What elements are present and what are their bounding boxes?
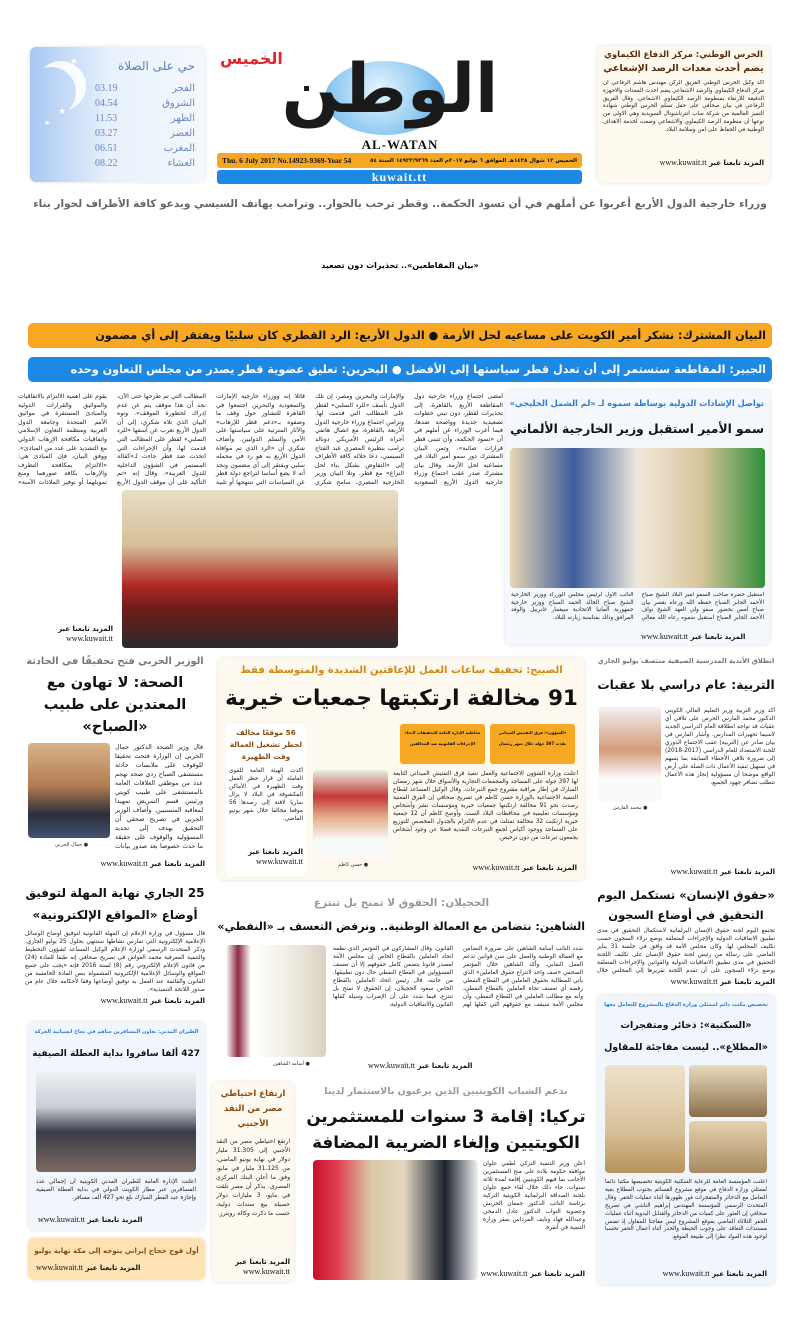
moon-icon — [36, 61, 86, 111]
date-bar — [217, 153, 582, 168]
read-more-link[interactable]: www.kuwait.tt — [659, 158, 707, 167]
story-body: شدد النائب أسامة الشاهين على ضرورة التضامن مع العمالة الوطنية والعمل على سن قوانين تدعم العمل النقابي. وأكد الشاهين خلال المؤتمر الصحفي «صف واحد لانتزاع حقوق العاملين» الذي يأتي للمطالبة بحقوق العاملين في القطاع النفطي رفضه أي تعسف تجاه العاملين بالقطاع النفطي، وأنه مع مطالب العاملين في القطاع النفطي، وأن مجلس الأمة سيقف مع حقوقهم التي كفلها لهم القانون. وقال المشاركون في المؤتمر الذي نظمه اتحاد العاملين بالقطاع الخاص إن مجلس الأمة لعصدر قانونا يتضمن كامل حقوقهم إلا أن تعسف المسؤولين في القطاع النفطي حال دون تطبيقها. من جانبه، قال رئيس اتحاد العاملين بالقطاع الخاص سعود الحجيلان، إن الحقوق لا تمنح بل تنتزع، فيما شدد على أن الإضراب وسيلة كفلها القانون والاتفاقيات الدولية. — [333, 946, 583, 1008]
story-kicker: ندعم الشباب الكويتيين الذين يرغبون بالاستثمار لدينا — [324, 1086, 568, 1097]
story-aviation[interactable] — [28, 1022, 205, 1230]
date-ar: الخميس ١٢ شوال ١٤٣٨هـ الموافق ٦ يوليو ٢٠١٧م العدد ١٤٩٢٣/٩٣٦٩ السنة ٥٤ — [370, 157, 577, 164]
read-more[interactable]: المزيد تابعنا عبر www.kuwait.tt — [100, 859, 205, 868]
read-more[interactable]: المزيد تابعنا عبر www.kuwait.tt — [659, 158, 764, 167]
prayer-name: الشروق — [162, 98, 195, 109]
teaser-body: اكد وكيل الحرس الوطني الفريق الركن مهندس هاشم الرفاعي ان مركز الدفاع الكيماوي والرصد الاشعاعي يضم احدث المعدات والاجهزة الدقيقة للارتقاء بمنظومة الرصد الكيماوي الاشعاعي. وقال الفريق الرفاعي في بيان صحافي على حفل تسلم الحرس الوطني شهادة التميز العالمية من شركة ساب انترناشونال السويدية وهي الاولى من نوعها ان منظومة الرصد الكيماوي والاشعاعي وضعت لخدمة الاهداف الوطنية في الحفاظ على امن وسلامة البلاد. — [603, 80, 764, 133]
read-more-link[interactable]: www.kuwait.tt — [100, 996, 148, 1005]
teaser-subtitle: يضم أحدث معدات الرصد الإشعاعي — [603, 63, 764, 74]
story-kicker: انطلاق الأندية المدرسية الصيفية منتصف يوليو الجاري — [597, 657, 775, 665]
highlight-box-inspections: «الشؤون»: فرق التفتيش الميداني نفذت 397 جولة خلال شهر رمضان — [490, 724, 575, 764]
read-more-link[interactable]: www.kuwait.tt — [255, 857, 303, 866]
read-more-link[interactable]: www.kuwait.tt — [472, 863, 520, 872]
read-more[interactable]: المزيد تابعنا عبر www.kuwait.tt — [248, 848, 303, 866]
prayer-name: المغرب — [163, 143, 195, 154]
read-more-link[interactable]: www.kuwait.tt — [670, 867, 718, 876]
read-more[interactable]: المزيد تابعنا عبر www.kuwait.tt — [100, 996, 205, 1005]
photo-emir-meeting — [510, 448, 765, 588]
story-headline: التربية: عام دراسي بلا عقبات — [597, 678, 775, 692]
main-more[interactable] — [18, 624, 113, 644]
story-body: أعلنت وزارة الشؤون الاجتماعية والعمل تنفيذ فرق التفتيش الميداني التابعة لها 397 جولة على المساجد والمجمعات التجارية والأسواق خلال شهر رمضان المبارك في إطار مراقبة مشروع جمع التبرعات. وقال الوكيل المساعد لقطاع التنمية الاجتماعية بالوزارة حسن كاظم في تصريح صحافي إن الفرق المعنية رصدت نحو 91 مخالفة ارتكبتها جمعيات خيرية ومؤسسات نشر وأشخاص ومؤسسات تعليمية في محافظات البلاد الست. وأوضح كاظم أن 12 جمعية خيرية ارتكبت 32 مخالفة تمثلت في عدم الالتزام بالجدول المخصص للتوزيع على المساجد ووجود أكياس لجمع التبرعات النقدية فضلا عن وجود أشخاص يجمعون تبرعات من دون ترخيص. — [393, 771, 578, 841]
story-body: قال مسؤول في وزارة الإعلام إن المهلة القانونية لتوفيق أوضاع الوسائل الإعلامية الإلكترونية التي تمارس نشاطها ستنتهي بحلول 25 يوليو الجاري. وذكر المتحدث الرسمي لوزارة الإعلام الوكيل المساعد لشؤون التخطيط والتنمية المعرفية محمد العواش في تصريح صحافي إنه طبقا للمادة (24) من قانون الإعلام الإلكتروني رقم (8) لسنة 2016 فإنه «يجب على جميع المواقع والوسائل الإعلامية الإلكترونية المشمولة بنص المادة الخامسة من القانون والقائمة عند العمل به توفيق أوضاعها وفقا لأحكامه خلال عام من صدور اللائحة التنفيذية». — [25, 931, 205, 993]
prayer-name: العشاء — [167, 158, 195, 169]
prayer-times-box — [30, 47, 205, 182]
story-shaheen[interactable] — [218, 895, 585, 1085]
photo-excavation — [689, 1121, 767, 1173]
main-headline: «بيان المقاطعين».. تحذيرات دون تصعيد — [321, 261, 479, 270]
prayer-name: العصر — [170, 128, 195, 139]
story-egypt-reserves[interactable] — [212, 1082, 294, 1282]
sidebar-title: 56 موقعًا مخالف لحظر تشغيل العمالة وقت الظهيرة — [229, 728, 303, 761]
site-link-bar[interactable]: kuwait.tt — [217, 170, 582, 184]
prayer-time: 03.19 — [95, 83, 118, 94]
story-kicker: الطيران المدني: تعاون المسافرين ساهم في نجاح انسيابية الحركة — [34, 1029, 199, 1035]
story-headline: 427 ألفا سافروا بداية العطلة الصيفية — [32, 1049, 200, 1059]
prayer-name: الفجر — [172, 83, 195, 94]
read-more[interactable]: المزيد تابعنا عبر www.kuwait.tt — [235, 1258, 290, 1276]
read-more[interactable]: المزيد تابعنا عبر www.kuwait.tt — [670, 977, 775, 986]
main-body-left-col — [18, 490, 113, 620]
sidebar-noon-work-ban — [226, 724, 306, 876]
read-more[interactable]: المزيد تابعنا عبر www.kuwait.tt — [480, 1269, 585, 1278]
prayer-time: 06.51 — [95, 143, 118, 154]
photo-health-minister — [28, 743, 110, 838]
star-icon: ★ — [70, 57, 79, 67]
story-kicker: تخصيص مكتب دائم لممثلي وزارة الدفاع بالمشروع للتعامل معها — [604, 1002, 768, 1008]
main-kicker: وزراء خارجية الدول الأربع أعربوا عن أملهم في أن تسود الحكمة.. وقطر ترحب بالحوار.. وترامب يهاتف السيسي ويدعو كافة الأطراف لحوار بناء — [33, 198, 767, 210]
story-headline: ارتفاع احتياطي مصر من النقد الأجنبي — [220, 1089, 286, 1129]
story-body: قال وزير الصحة الدكتور جمال الحربي إن الوزارة فتحت تحقيقا للوقوف على ملابسات حادثة مستشفى الصباح ردى صحة تهجم عدد من موظفي العلاقات العامة بالمستشفى على طبيب كويتي ورئيس قسم التمريض تمهيدا لمعاقبة المتسببين. وأضاف الوزير الحربي في تصريح صحفي أن التحقيق يهدف إلى تحديد المسؤولية والوقوف على حقيقة ما حدث خصوصا بعد صدور بيانات — [115, 744, 203, 850]
read-more[interactable]: المزيد تابعنا عبر www.kuwait.tt — [641, 632, 746, 641]
story-body: ارتفع احتياطي مصر من النقد الأجنبي إلى 31.305 مليار دولار في نهاية يونيو الماضي، من 31.125 مليار في مايو، وفق ما أعلن البنك المركزي المصري. يذكر أن مصر تلقت في مايو، 3 مليارات دولار حصيلة بيع سندات دولية، حسب ما ذكرت وكالة رويترز. — [216, 1138, 290, 1217]
story-headline: 25 الجاري نهاية المهلة لتوفيق أوضاع «المواقع الإلكترونية» — [25, 886, 205, 922]
teaser-national-guard[interactable] — [597, 46, 770, 183]
story-headline: 91 مخالفة ارتكبتها جمعيات خيرية — [225, 686, 578, 711]
story-headline: أول فوج حجاج إيراني يتوجه إلى مكة نهاية يوليو — [34, 1246, 199, 1255]
highlight-box-investigations: مخاطبة الإدارة العامة للتحقيقات لاتخاذ الإجراءات القانونية ضد المخالفين — [400, 724, 485, 764]
story-turkey[interactable] — [305, 1085, 587, 1285]
read-more-link[interactable]: www.kuwait.tt — [38, 1215, 86, 1224]
main-bar-blue: الجبير: المقاطعة ستستمر إلى أن تعدل قطر سياستها إلى الأفضل ● البحرين: تعليق عضوية قطر يصدر من مجلس التعاون وحده — [28, 357, 772, 382]
story-headline: «السكنية»: ذخائر ومتفجرات «المطلاع».. ليست مفاجئة للمقاول — [604, 1020, 768, 1053]
star-icon: ★ — [44, 119, 51, 127]
story-headline: الشاهين: نتضامن مع العمالة الوطنية.. ونرفض التعسف بـ «النفطي» — [217, 920, 585, 933]
photo-ammunition — [689, 1065, 767, 1117]
read-more-link[interactable]: www.kuwait.tt — [368, 1061, 416, 1070]
sidebar-body: أكدت الهيئة العامة للقوى العاملة أن قرار حظر العمل وقت الظهيرة في الأماكن المكشوفة في البلاد لا يزال ساريا لافتة إلى رصدها 56 موقعا مخالفا خلال شهر يونيو الماضي. — [229, 768, 303, 822]
read-more[interactable]: المزيد تابعنا عبر www.kuwait.tt — [662, 1269, 767, 1278]
prayer-time: 04.54 — [95, 98, 118, 109]
story-education[interactable] — [597, 655, 775, 883]
prayer-time: 03.27 — [95, 128, 118, 139]
story-kicker: تواصل الإشادات الدولية بوساطة سموه لـ «لم الشمل الخليجي» — [509, 398, 764, 408]
date-en: Thu. 6 July 2017 No.14923-9369-Year 54 — [222, 156, 352, 165]
photo-education-minister — [599, 707, 661, 802]
prayer-title: حي على الصلاة — [117, 59, 195, 73]
read-more-link[interactable]: www.kuwait.tt — [641, 632, 689, 641]
story-headline: «حقوق الإنسان» تستكمل اليوم التحقيق في أوضاع السجون — [597, 888, 775, 922]
prayer-time: 08.22 — [95, 158, 118, 169]
prayer-time: 11.53 — [95, 113, 118, 124]
story-body: أعلنت المؤسسة العامة للرعاية السكنية الكويتية تخصيصها مكتبا دائما لممثلي وزارة الدفاع في موقع مشروع القسائم بجنوب المطلاع بغية التعامل مع الذخائر والمتفجرات فور ظهورها أثناء عمليات الحفر. وقال المتحدث الرسمي للمؤسسة المهندس إبراهيم الناشي في تصريح صحافي إن العثور على كميات من الذخائر والقنابل اليدوية أثناء عمليات الحفر الثلاثاء الماضي بموقع المشروع ليس مفاجئا للمقاول إذ تضمن مستندات التعاقد على وجوب الحيطة والحذر أثناء أعمال الحفر تحسبا لوجود هذه المواد نظرا إلى طبيعة الموقع. — [605, 1179, 767, 1241]
read-more-link[interactable]: www.kuwait.tt — [670, 977, 718, 986]
story-body: أكد وزير التربية وزير التعليم العالي الكويتي الدكتور محمد الفارس الحرص على تلافي أي عقبات قد تواجه انطلاقة العام الدراسي الجديد لاسيما تجهيزات المدارس. وأشار الفارس في بيان صادر عن (التربية) عقب الاجتماع الدوري للجنة الاستعداد للعام الدراسي (2017-2018) إلى ضرورة تلافي الأخطاء السابقة بما يسهم في تسهيل تنفيذ الأعمال ذات الصلة على أرض الواقع موضحا أن مسؤولية إنجاز هذه الأعمال تتطلب تضافر جهود الجميع. — [665, 708, 775, 786]
story-headline: سمو الأمير استقبل وزير الخارجية الألماني — [510, 422, 764, 436]
read-more-link[interactable]: www.kuwait.tt — [662, 1269, 710, 1278]
photo-caption: ● حسن كاظم — [338, 862, 369, 868]
read-more[interactable]: المزيد تابعنا عبر www.kuwait.tt — [36, 1263, 141, 1272]
read-more-link[interactable]: www.kuwait.tt — [242, 1267, 290, 1276]
read-more-link[interactable]: www.kuwait.tt — [480, 1269, 528, 1278]
read-more-link[interactable]: www.kuwait.tt — [65, 634, 113, 643]
story-emir[interactable] — [505, 390, 770, 645]
story-kicker: الحجيلان: الحقوق لا تمنح بل تنتزع — [313, 897, 490, 909]
read-more[interactable]: المزيد تابعنا عبر www.kuwait.tt — [368, 1061, 473, 1070]
story-body: استقبل حضرة صاحب السمو أمير البلاد الشيخ صباح الأحمد الجابر الصباح حفظه الله ورعاه بقصر بيان صباح أمس بحضور سمو ولي العهد الشيخ نواف الأحمد الجابر الصباح استقبل سموه رعاه الله معالي النائب الأول لرئيس مجلس الوزراء ووزير الخارجية الشيخ صباح الخالد الحمد الصباح ووزير خارجية جمهورية ألمانيا الاتحادية سيغمار غابرييل والوفد المرافق وذلك بمناسبة زيارته للبلاد. — [511, 592, 764, 621]
masthead-logo[interactable] — [215, 45, 585, 137]
read-more[interactable]: المزيد تابعنا عبر www.kuwait.tt — [38, 1215, 143, 1224]
main-bar-orange: البيان المشترك: نشكر أمير الكويت على مساعيه لحل الأزمة ● الدول الأربع: الرد القطري كان سلبيًا ويفتقر إلى أي مضمون — [28, 323, 772, 348]
main-body: أمضى اجتماع وزراء خارجية دول المقاطعة الأربع بالقاهرة، إلى تحذيرات لقطر، دون تبني خطوات تصعيدية جديدة وواضحة ضدها، فيما أعرب الوزراء عن أملهم في أن «تسود الحكمة، وأن تتبنى قطر قرارات صائبة»، وثمن البيان المشترك دور سمو أمير البلاد في مساعيه لحل الأزمة. وقال بيان مشترك صدر عقب اجتماع وزراء خارجية الدول الأربع السعودية والإمارات والبحرين ومصر، إن تلك الدول تأسف «للرد السلبي» لقطر على المطالب التي قدمت لها. وتزامن اجتماع وزراء خارجية الدول الأربعة بالقاهرة، مع اتصال هاتفي أجراه الرئيس الأمريكي دونالد ترامب بنظيره المصري عبد الفتاح السيسي، دعا خلاله كافة الأطراف إلى «التفاوض بشكل بناء لحل النزاع» مع قطر. وتلا البيان وزير الخارجية المصري، سامح شكري قائلا إنه ووزراء خارجية الإمارات والسعودية والبحرين اجتمعوا في القاهرة للتشاور حول وقف ما وصفوه بـ«دعم قطر للإرهاب» والآثار المترتبة على سياستها على الأمن والسلم الدوليين. وأضاف شكري أن «الرد الذي تم موافاة الدول الأربع به هو رد في مجمله سلبي ويفتقر إلى أي مضمون ونجد أنه لا يضع أساسا لتراجع دولة قطر عن السياسات التي تنتهجها أو تلبية المطالب التي تم طرحها حتى الآن، نجد أن هذا موقف ينم عن عدم إدراك لخطورة الموقف». ونوه البيان الذي تلاه شكري، إلى أن الدول الأربع تعرب عن أسفها «للرد السلبي» لقطر على المطالب التي قدمت لها، وأن الإجراءات التي اتخذت ضد قطر جاءت لـ«كفالة المستمر في الشؤون الداخلية للدول العربية». وقال إنه «تم التأكيد على أن موقف الدول الأربع يقوم على أهمية الالتزام بالاتفاقيات والمواثيق والقرارات الدولية والمبادئ المستقرة في مواثيق الأمم المتحدة وجامعة الدول العربية ومنظمة التعاون الإسلامي واتفاقيات مكافحة الإرهاب الدولي مع التشديد على عدد من المبادئ». ووفق البيان، فإن المبادئ هي: «الالتزام بمكافحة التطرف والإرهاب بكافة صورهما ومنع تمويلهما أو توفير الملاذات الآمنة» — [18, 393, 503, 486]
story-body: تجتمع اليوم لجنة حقوق الإنسان البرلمانية لاستكمال التحقيق في مدى تطبيق الاتفاقيات الدولية والإجراءات المتعلقة بوضع نزلاء السجون حسب تكليف المجلس لها. وكان مجلس الأمة قد وافق في جلسة 31 يناير الماضي على رسالة من رئيس لجنة حقوق الإنسان على تكليف اللجنة التحقيق في مدى تطبيق الاتفاقيات الدولية والقوانين والإجراءات المتعلقة بوضع نزلاء السجون على أن تقدم اللجنة تقريرها إلى المجلس خلال — [597, 928, 775, 974]
logo-text-ar: الوطن — [281, 50, 499, 129]
story-headline: تركيا: إقامة 3 سنوات للمستثمرين الكويتيين وإلغاء الضريبة المضافة — [306, 1106, 586, 1152]
story-prisons[interactable] — [597, 885, 775, 989]
photo-caption: ● محمد الفارس — [613, 805, 648, 811]
photo-bulldozer — [605, 1065, 685, 1173]
photo-caption: ● جمال الحربي — [55, 842, 89, 848]
story-kicker: الوزير الحربي فتح تحقيقًا في الحادثة — [26, 656, 204, 667]
story-sakaniya[interactable] — [597, 995, 775, 1285]
day-label: الخميس — [220, 49, 283, 68]
photo-turkey-meeting — [313, 1160, 478, 1280]
logo-text-en: AL-WATAN — [361, 137, 439, 152]
prayer-name: الظهر — [170, 113, 195, 124]
read-more-link[interactable]: www.kuwait.tt — [100, 859, 148, 868]
read-more[interactable]: المزيد تابعنا عبر www.kuwait.tt — [670, 867, 775, 876]
star-icon: ★ — [58, 107, 67, 117]
story-headline: الصحة: لا تهاون مع المعتدين على طبيب «الصباح» — [43, 675, 187, 735]
teaser-title: الحرس الوطني: مركز الدفاع الكيماوي — [604, 50, 763, 60]
read-more: المزيد تابعنا عبر — [58, 625, 113, 633]
story-electronic-websites[interactable] — [25, 882, 205, 1010]
main-body-right-col — [400, 490, 495, 645]
story-iran-hajj[interactable] — [28, 1238, 205, 1280]
photo-airport-travelers — [36, 1072, 196, 1172]
story-body: أعلن وزير التنمية التركي لطفي علوان موافقة حكومة بلاده على منح المستثمرين الأجانب بما فيهم الكويتيين إقامة لمدة ثلاثة سنوات. جاء ذلك خلال لقاء جمع علوان بلجنة الصداقة البرلمانية الكويتية التركية برئاسة النائب الدكتور جمعان الحربش وعضوية النواب الدكتور عادل الدمخي وعبدالله فهاد ونايف المرداس بمقر وزارة التنمية في أنقرة. — [483, 1161, 585, 1231]
read-more[interactable]: المزيد تابعنا عبر www.kuwait.tt — [472, 863, 577, 872]
photo-cairo-press-conference — [122, 490, 398, 648]
photo-hassan-kazem — [313, 770, 388, 858]
story-kicker: الصبيح: تخفيف ساعات العمل للإعاقتين الشديدة والمتوسطة فقط — [240, 665, 563, 676]
story-body: أعلنت الإدارة العامة للطيران المدني الكويتية أن إجمالي عدد المسافرين عبر مطار الكويت الدولي في بداية العطلة الصيفية وإجازة عيد الفطر المبارك بلغ نحو 427 ألف مسافر. — [36, 1179, 196, 1201]
story-charity[interactable] — [218, 658, 585, 880]
photo-osama-shaheen — [226, 945, 326, 1057]
story-health[interactable] — [25, 655, 205, 880]
photo-caption: ● أسامة الشاهين — [273, 1061, 310, 1067]
read-more-link[interactable]: www.kuwait.tt — [36, 1263, 84, 1272]
